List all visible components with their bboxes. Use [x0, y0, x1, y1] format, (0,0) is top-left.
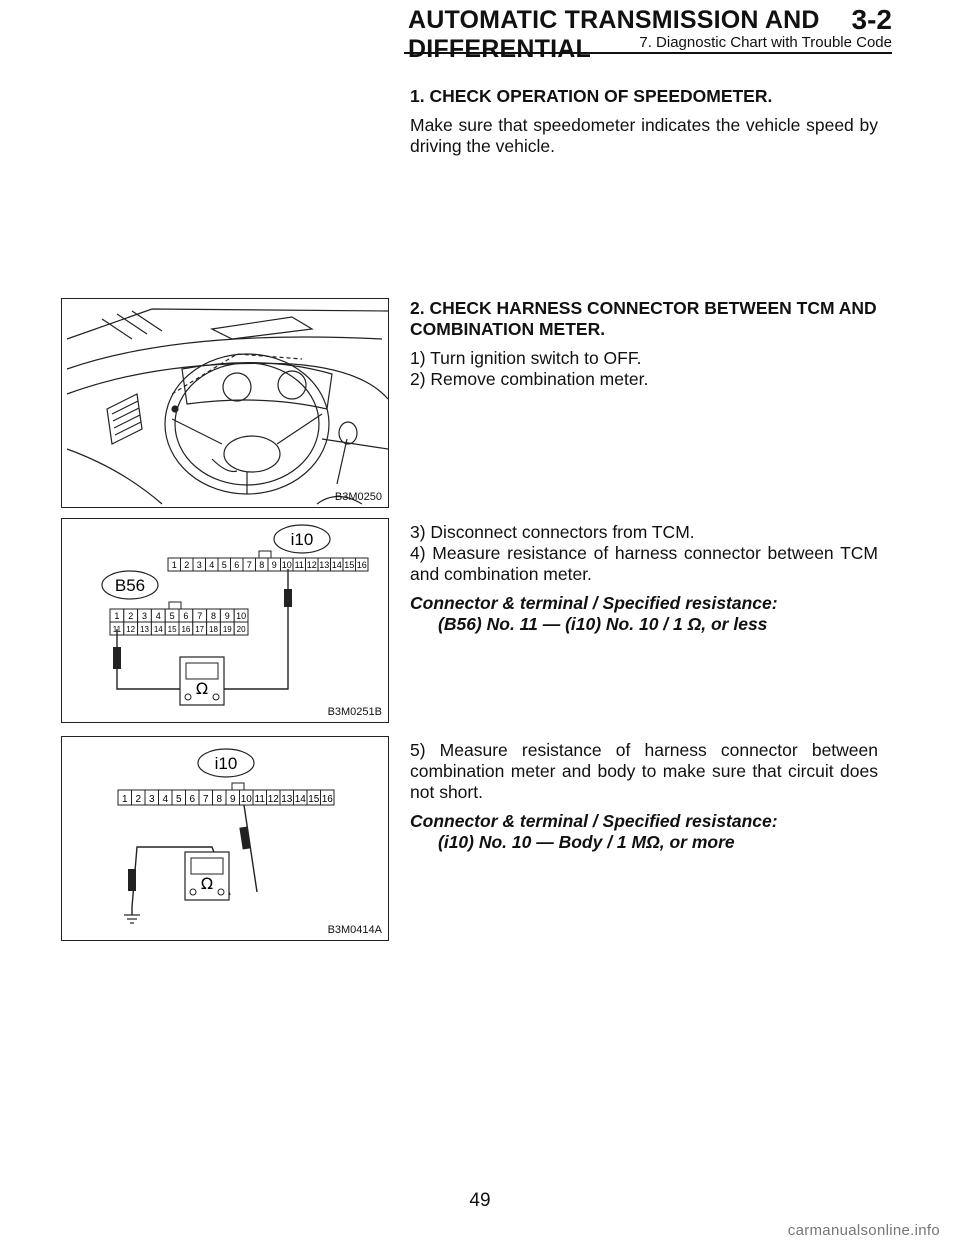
body-probe — [128, 869, 136, 891]
connector-pin-number: 6 — [183, 611, 189, 621]
connector-pin-number: 7 — [197, 611, 203, 621]
connector-pin-number: 5 — [175, 794, 182, 805]
ohm-symbol: Ω — [200, 874, 214, 893]
connector-pin-number: 18 — [209, 625, 218, 634]
connector-pin-number: 20 — [236, 625, 246, 634]
connector-pin-number: 8 — [216, 794, 223, 805]
ohm-symbol: Ω — [195, 679, 209, 698]
connector-pin-number: 8 — [259, 560, 265, 570]
connector-pin-number: 14 — [331, 560, 342, 570]
step-1 — [410, 86, 878, 157]
connector-pin-number: 5 — [169, 611, 175, 621]
connector-pin-number: 16 — [356, 560, 367, 570]
i10-probe — [239, 827, 250, 850]
step-3-spec-value: (B56) No. 11 — (i10) No. 10 / 1 Ω, or less — [438, 614, 768, 634]
connector-pin-number: 3 — [148, 794, 155, 805]
connector-pin-number: 15 — [344, 560, 355, 570]
connector-pin-number: 9 — [229, 794, 236, 805]
step-3 — [410, 522, 878, 635]
ground-symbol — [124, 915, 140, 923]
i10-connector-pins — [168, 558, 368, 571]
connector-pin-number: 10 — [236, 611, 247, 621]
step-4-spec-value: (i10) No. 10 — Body / 1 MΩ, or more — [438, 832, 735, 852]
connector-pin-number: 12 — [267, 794, 279, 805]
header-subtitle: 7. Diagnostic Chart with Trouble Code — [639, 34, 892, 51]
step-4-spec-label: Connector & terminal / Specified resistance: — [410, 811, 778, 831]
figure-1-label: B3M0250 — [334, 491, 382, 503]
connector-pin-number: 11 — [294, 560, 304, 570]
connector-pin-number: 6 — [189, 794, 196, 805]
connector-pin-number: 19 — [222, 625, 232, 634]
step-2-item-2: 2) Remove combination meter. — [410, 369, 649, 389]
connector-pin-number: 4 — [209, 560, 215, 570]
connector-pin-number: 11 — [254, 794, 265, 805]
connector-pin-number: 4 — [155, 611, 161, 621]
connector-pin-number: 14 — [294, 794, 306, 805]
connector-pin-number: 16 — [181, 625, 191, 634]
step-1-heading: 1. CHECK OPERATION OF SPEEDOMETER. — [410, 86, 773, 106]
connector-pin-number: 4 — [162, 794, 169, 805]
connector-pin-number: 1 — [121, 794, 128, 805]
figure-dashboard — [61, 298, 389, 508]
i10-label: i10 — [214, 754, 238, 773]
connector-pin-number: 13 — [281, 794, 293, 805]
connector-pin-number: 14 — [153, 625, 163, 634]
connector-pin-number: 15 — [167, 625, 177, 634]
connector-pin-number: 7 — [202, 794, 209, 805]
step-1-body: Make sure that speedometer indicates the vehicle speed by driving the vehicle. — [410, 115, 878, 156]
b56-connector-pins-top — [110, 609, 248, 622]
connector-pin-number: 17 — [195, 625, 205, 634]
b56-connector-pins-bottom — [110, 622, 248, 635]
figure-2-label: B3M0251B — [327, 706, 382, 718]
connector-pin-number: 12 — [306, 560, 317, 570]
connector-pin-number: 1 — [171, 560, 177, 570]
connector-pin-number: 2 — [135, 794, 142, 805]
dashboard-illustration — [62, 299, 388, 507]
step-4 — [410, 740, 878, 853]
step-3-item-3: 3) Disconnect connectors from TCM. — [410, 522, 695, 542]
step-3-item-4: 4) Measure resistance of harness connector between TCM and combination meter. — [410, 543, 878, 584]
connector-pin-number: 2 — [184, 560, 190, 570]
i10-probe — [284, 589, 292, 607]
connector-pin-number: 5 — [221, 560, 227, 570]
i10-connector-pins — [118, 790, 334, 805]
connector-pin-number: 6 — [234, 560, 240, 570]
connector-pin-number: 8 — [210, 611, 217, 621]
step-4-item-5: 5) Measure resistance of harness connector between combination meter and body to make sure that circuit does not short. — [410, 740, 878, 802]
b56-label: B56 — [114, 576, 146, 595]
connector-pin-number: 9 — [224, 611, 230, 621]
connector-pin-number: 13 — [319, 560, 330, 570]
figure-tcm-meter-connectors — [61, 518, 389, 723]
page-number: 49 — [469, 1190, 491, 1211]
connector-pin-number: 3 — [196, 560, 202, 570]
connector-pin-number: 13 — [140, 625, 149, 634]
step-2 — [410, 298, 878, 390]
connector-pin-number: 1 — [114, 611, 120, 621]
figure-meter-body-short — [61, 736, 389, 941]
header-rule — [404, 52, 892, 54]
step-2-heading: 2. CHECK HARNESS CONNECTOR BETWEEN TCM AND COMBINATION METER. — [410, 298, 877, 339]
connector-pin-number: 2 — [128, 611, 134, 621]
b56-probe — [113, 647, 121, 669]
connector-pin-number: 10 — [240, 794, 252, 805]
step-3-spec-label: Connector & terminal / Specified resistance: — [410, 593, 778, 613]
section-number: 3-2 — [851, 4, 892, 35]
watermark: carmanualsonline.info — [787, 1222, 940, 1239]
connector-pin-number: 12 — [126, 625, 136, 634]
connector-pin-number: 3 — [141, 611, 148, 621]
connector-pin-number: 11 — [112, 625, 122, 634]
step-2-item-1: 1) Turn ignition switch to OFF. — [410, 348, 642, 368]
connector-pin-number: 16 — [321, 794, 333, 805]
header-title: AUTOMATIC TRANSMISSION AND DIFFERENTIAL — [408, 6, 820, 63]
figure-3-label: B3M0414A — [327, 924, 382, 936]
connector-pin-number: 15 — [308, 794, 320, 805]
connector-pin-number: 7 — [246, 560, 252, 570]
connector-pin-number: 10 — [281, 560, 292, 570]
i10-label: i10 — [290, 530, 314, 549]
connector-pin-number: 9 — [271, 560, 277, 570]
